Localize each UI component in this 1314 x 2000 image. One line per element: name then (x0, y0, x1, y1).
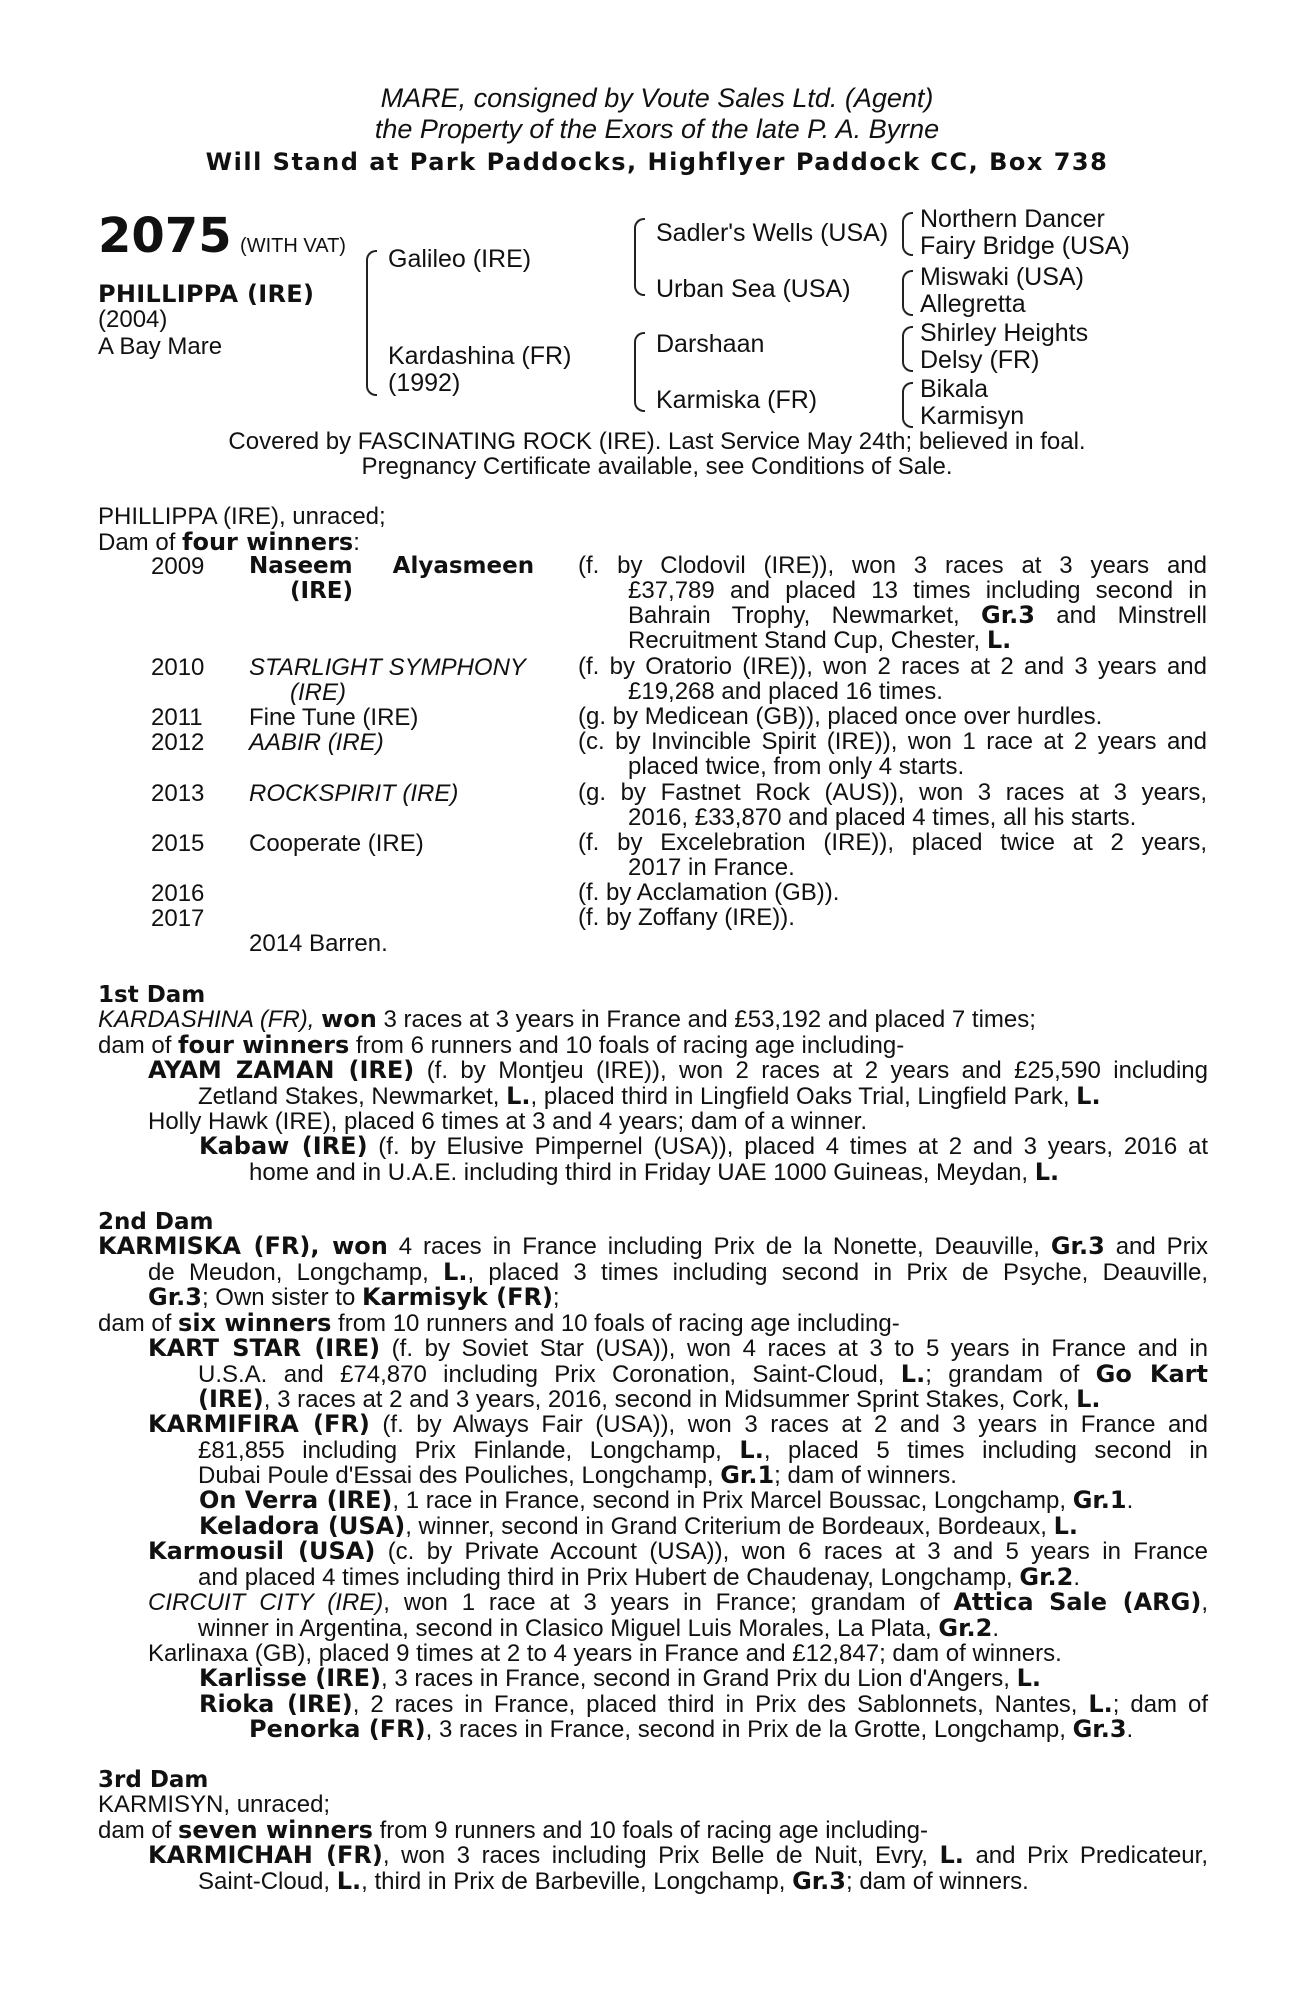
grade: L. (1076, 1385, 1101, 1413)
text-line (148, 1562, 1208, 1591)
produce-year: 2011 (151, 704, 203, 731)
produce-details (578, 654, 1207, 704)
pedigree-ddd: Karmisyn (920, 402, 1025, 430)
text: , placed 3 times including second in Prix de Psyche, Deauville, (467, 1258, 1208, 1286)
text: dam of (98, 1031, 179, 1059)
text-line (148, 1613, 1208, 1642)
produce-year: 2016 (151, 880, 205, 907)
text-line (148, 1843, 1208, 1869)
pedigree-dam: Kardashina (FR) (388, 342, 572, 370)
text: (f. by Elusive Pimpernel (USA)), placed 4 times at 2 and 3 years, 2016 at (367, 1133, 1209, 1160)
karlisse-entry (199, 1666, 1208, 1743)
produce-details (578, 704, 1207, 729)
text: . (1073, 1563, 1080, 1591)
circuit-city-entry (148, 1590, 1208, 1641)
produce-year: 2017 (151, 905, 205, 932)
brace-sire-dam (366, 250, 377, 396)
produce-name: AABIR (IRE) (249, 729, 384, 756)
dam-name: KARDASHINA (FR), (98, 1006, 322, 1033)
brace-g3 (902, 326, 913, 372)
produce-name: STARLIGHT SYMPHONY (249, 654, 526, 681)
text: U.S.A. and £74,870 including Prix Coronation, Saint-Cloud, (198, 1360, 901, 1388)
horse-name: Penorka (FR) (249, 1715, 426, 1743)
produce-details (578, 729, 1207, 779)
horse-name: Karmousil (USA) (148, 1537, 376, 1565)
text: , placed third in Lingfield Oaks Trial, Lingfield Park, (530, 1082, 1077, 1110)
text: , won 3 races including Prix Belle de Nuit, Evry, (382, 1842, 940, 1869)
text: ; dam of winners. (774, 1462, 957, 1489)
dam-of-count: four winners (182, 528, 354, 556)
produce-detail-line: (f. by Zoffany (IRE)). (578, 904, 795, 931)
on-verra-entry (199, 1488, 1133, 1539)
emphasis: six winners (178, 1308, 332, 1337)
produce-year: 2009 (151, 553, 205, 580)
pedigree-sire-sire: Sadler's Wells (USA) (656, 219, 889, 247)
text: ; dam of (1112, 1690, 1208, 1718)
produce-intro: PHILLIPPA (IRE), unraced; (98, 503, 386, 530)
grade: Gr.1 (720, 1461, 775, 1489)
produce-year: 2015 (151, 830, 205, 857)
text-line (148, 1336, 1208, 1362)
text-line (148, 1463, 1208, 1489)
property-line: the Property of the Exors of the late P. A. Byrne (374, 114, 940, 144)
grade: L. (1016, 1664, 1042, 1692)
text: and Prix (1104, 1233, 1209, 1260)
pedigree-dam-dam: Karmiska (FR) (656, 386, 818, 414)
grade: Gr.3 (792, 1866, 846, 1895)
first-dam-text (98, 1007, 1208, 1058)
text-line (148, 1387, 1208, 1413)
karmichah-entry (148, 1843, 1208, 1894)
text: dam of (98, 1309, 179, 1337)
grade: L. (939, 1841, 964, 1869)
pedigree-dss: Shirley Heights (920, 319, 1089, 347)
horse-name: KARMIFIRA (FR) (148, 1410, 370, 1438)
pedigree-ssd: Fairy Bridge (USA) (920, 232, 1130, 260)
text-line (148, 1359, 1208, 1388)
lot-year: (2004) (98, 306, 168, 333)
pedigree-dam-year: (1992) (388, 369, 461, 397)
pedigree-dam-sire: Darshaan (656, 330, 765, 358)
text: . (992, 1614, 999, 1642)
horse-name: Attica Sale (ARG) (953, 1588, 1202, 1616)
text-line (98, 1234, 1208, 1260)
text-line (98, 1007, 1208, 1033)
horse-name: KARMICHAH (FR) (148, 1841, 383, 1869)
grade: Gr.3 (1072, 1715, 1127, 1743)
lot-number: 2075 (98, 208, 232, 264)
produce-detail-line: (f. by Excelebration (IRE)), placed twice at 2 years, (578, 829, 1207, 856)
pedigree-sdd: Allegretta (920, 290, 1026, 318)
produce-name: ROCKSPIRIT (IRE) (249, 780, 459, 807)
text: , third in Prix de Barbeville, Longchamp, (361, 1867, 793, 1895)
karmousil-entry (148, 1539, 1208, 1590)
horse-name: Go Kart (1095, 1359, 1208, 1388)
produce-details (578, 553, 1207, 653)
horse-name: Karmisyk (FR) (361, 1283, 553, 1311)
brace-g2 (902, 270, 913, 316)
text: dam of (98, 1816, 179, 1844)
horse-name: (IRE) (198, 1385, 264, 1413)
text-line (98, 1815, 1208, 1844)
grade: L. (1034, 1157, 1060, 1186)
text: (c. by Private Account (USA)), won 6 races at 3 and 5 years in France (375, 1538, 1208, 1565)
text: 3 races at 3 years in France and £53,192 and placed 7 times; (376, 1006, 1036, 1033)
text: (f. by Always Fair (USA)), won 3 races at 2 and 3 years in France and (369, 1411, 1208, 1438)
grade: Gr.2 (938, 1613, 993, 1642)
grade: L. (443, 1257, 468, 1286)
pedigree-sire-dam: Urban Sea (USA) (656, 275, 851, 303)
produce-name-suffix: (IRE) (290, 578, 354, 604)
text: . (1126, 1487, 1134, 1514)
text-line (148, 1539, 1208, 1565)
produce-detail-line: 2016, £33,870 and placed 4 times, all his starts. (628, 804, 1137, 831)
text-line (148, 1081, 1208, 1110)
stand-line: Will Stand at Park Paddocks, Highflyer Paddock CC, Box 738 (205, 148, 1109, 176)
produce-detail-line: £37,789 and placed 13 times including second in (628, 577, 1207, 604)
third-dam-heading: 3rd Dam (98, 1767, 209, 1793)
text-line (98, 1257, 1208, 1286)
brace-dam-parents (634, 332, 645, 412)
text: , 3 races at 2 and 3 years, 2016, second in Midsummer Sprint Stakes, Cork, (263, 1386, 1077, 1413)
lot-name: PHILLIPPA (IRE) (98, 280, 315, 308)
pregnancy-line: Pregnancy Certificate available, see Conditions of Sale. (361, 453, 953, 480)
text: , 3 races in France, second in Prix de la Grotte, Longchamp, (425, 1716, 1073, 1743)
text-line (199, 1134, 1208, 1160)
text: (f. by Montjeu (IRE)), won 2 races at 2 years and £25,590 including (414, 1057, 1208, 1084)
horse-name: Karlisse (IRE) (199, 1664, 382, 1692)
grade: Gr.1 (1072, 1486, 1127, 1514)
text: and placed 4 times including third in Prix Hubert de Chaudenay, Longchamp, (198, 1563, 1020, 1591)
produce-detail-line: (f. by Acclamation (GB)). (578, 879, 840, 906)
grade: L. (1076, 1081, 1101, 1110)
text-line (98, 1285, 1208, 1311)
produce-name-suffix: (IRE) (290, 679, 346, 706)
text: . (1126, 1716, 1134, 1743)
grade: L. (739, 1435, 764, 1464)
ayam-zaman-entry (148, 1058, 1208, 1109)
first-dam-heading: 1st Dam (98, 982, 206, 1008)
produce-detail-line: Recruitment Stand Cup, Chester, L. (628, 626, 1012, 654)
produce-detail-line: (c. by Invincible Spirit (IRE)), won 1 race at 2 years and (578, 728, 1207, 755)
text: Saint-Cloud, (198, 1867, 337, 1895)
pedigree-sire: Galileo (IRE) (388, 245, 532, 273)
produce-year: 2012 (151, 729, 205, 756)
horse-name: CIRCUIT CITY (IRE) (148, 1589, 384, 1616)
pedigree-sds: Miswaki (USA) (920, 263, 1084, 291)
grade: Gr.3 (148, 1283, 202, 1311)
text-line (148, 1435, 1209, 1464)
lot-description: A Bay Mare (98, 333, 223, 360)
text: ; grandam of (925, 1360, 1096, 1388)
consignor-line: MARE, consigned by Voute Sales Ltd. (Agent) (380, 83, 934, 113)
grade: Gr.2 (1019, 1562, 1074, 1591)
text: de Meudon, Longchamp, (148, 1258, 444, 1286)
dam-name: KARMISKA (FR), (98, 1232, 333, 1260)
horse-name: Keladora (USA) (199, 1511, 406, 1540)
text-line (199, 1157, 1208, 1186)
produce-detail-line: Bahrain Trophy, Newmarket, Gr.3 and Minstrell (628, 601, 1207, 629)
text: , winner, second in Grand Criterium de Bordeaux, Bordeaux, (405, 1512, 1054, 1540)
dam-of-label: Dam of (98, 529, 183, 556)
holly-hawk-entry: Holly Hawk (IRE), placed 6 times at 3 and 4 years; dam of a winner. (148, 1108, 867, 1135)
text: ; dam of winners. (846, 1867, 1029, 1895)
grade: L. (900, 1359, 926, 1388)
dam-of-colon: : (353, 529, 360, 556)
emphasis: won (332, 1232, 388, 1260)
emphasis: won (321, 1005, 377, 1033)
produce-details (578, 830, 1207, 880)
produce-year: 2013 (151, 780, 205, 807)
text: from 9 runners and 10 foals of racing age including- (372, 1816, 928, 1844)
text-line (199, 1488, 1133, 1514)
karlinaxa-entry: Karlinaxa (GB), placed 9 times at 2 to 4 years in France and £12,847; dam of winners. (148, 1640, 1062, 1667)
produce-detail-line: placed twice, from only 4 starts. (628, 753, 965, 780)
grade: L. (336, 1866, 362, 1895)
text: Dubai Poule d'Essai des Pouliches, Longchamp, (198, 1462, 721, 1489)
grade: L. (1053, 1511, 1078, 1540)
text: winner in Argentina, second in Clasico Miguel Luis Morales, La Plata, (198, 1614, 939, 1642)
grade: L. (506, 1081, 531, 1110)
text: home and in U.A.E. including third in Friday UAE 1000 Guineas, Meydan, (249, 1158, 1035, 1186)
produce-details (578, 780, 1207, 830)
kart-star-entry (148, 1336, 1208, 1413)
text: , won 1 race at 3 years in France; grandam of (383, 1589, 954, 1616)
text: , 3 races in France, second in Grand Prix du Lion d'Angers, (381, 1665, 1017, 1692)
pedigree-sss: Northern Dancer (920, 205, 1105, 233)
produce-detail-line: (f. by Oratorio (IRE)), won 2 races at 2 and 3 years and (578, 653, 1207, 680)
brace-g1 (902, 212, 913, 256)
text: ; (552, 1284, 560, 1311)
text-line (98, 1308, 1208, 1337)
horse-name: AYAM ZAMAN (IRE) (148, 1056, 415, 1084)
horse-name: On Verra (IRE) (199, 1486, 393, 1514)
produce-detail-line: (g. by Fastnet Rock (AUS)), won 3 races at 3 years, (578, 779, 1207, 806)
text: , 1 race in France, second in Prix Marcel Boussac, Longchamp, (392, 1487, 1073, 1514)
text: ; Own sister to (201, 1284, 362, 1311)
horse-name: Rioka (IRE) (199, 1689, 353, 1718)
grade: Gr.3 (1050, 1232, 1105, 1260)
text: from 6 runners and 10 foals of racing age including- (349, 1031, 905, 1059)
produce-detail-line: 2017 in France. (628, 854, 795, 881)
lot-heading (98, 210, 346, 262)
grade: L. (1088, 1689, 1113, 1718)
brace-g4 (902, 382, 913, 428)
produce-name: Cooperate (IRE) (249, 830, 424, 857)
horse-name: Kabaw (IRE) (199, 1132, 368, 1160)
text: 4 races in France including Prix de la Nonette, Deauville, (387, 1233, 1051, 1260)
text: , placed 5 times including second in (763, 1436, 1209, 1464)
kabaw-entry (199, 1134, 1208, 1185)
vat-label: (WITH VAT) (240, 235, 346, 257)
text-line (148, 1412, 1208, 1438)
emphasis: seven winners (178, 1815, 373, 1844)
text: £81,855 including Prix Finlande, Longchamp, (198, 1436, 740, 1464)
text-line (199, 1666, 1208, 1692)
text: and Prix Predicateur, (963, 1842, 1208, 1869)
horse-name: KART STAR (IRE) (148, 1334, 381, 1362)
pedigree-dds: Bikala (920, 375, 989, 403)
second-dam-heading: 2nd Dam (98, 1209, 214, 1235)
text-line (199, 1689, 1208, 1718)
text: from 10 runners and 10 foals of racing age including- (331, 1309, 900, 1337)
text: , 2 races in France, placed third in Prix des Sablonnets, Nantes, (352, 1690, 1089, 1718)
emphasis: four winners (178, 1030, 350, 1059)
covered-line: Covered by FASCINATING ROCK (IRE). Last Service May 24th; believed in foal. (228, 428, 1086, 455)
text-line: KARMISYN, unraced; (98, 1791, 331, 1818)
text: (f. by Soviet Star (USA)), won 4 races at 3 to 5 years in France and in (380, 1335, 1208, 1362)
second-dam-text (98, 1234, 1208, 1336)
text: , (1201, 1589, 1208, 1616)
produce-detail-line: £19,268 and placed 16 times. (628, 678, 943, 705)
produce-name: Naseem Alyasmeen (249, 553, 535, 579)
karmifira-entry (148, 1412, 1208, 1489)
brace-sire-parents (634, 218, 645, 296)
barren-note: 2014 Barren. (249, 930, 388, 957)
produce-name: Fine Tune (IRE) (249, 704, 419, 731)
produce-details (578, 880, 1207, 905)
produce-detail-line: (g. by Medicean (GB)), placed once over hurdles. (578, 703, 1103, 730)
produce-details (578, 905, 1207, 930)
produce-year: 2010 (151, 654, 205, 681)
produce-detail-line: (f. by Clodovil (IRE)), won 3 races at 3 years and (578, 552, 1207, 579)
text-line (98, 1030, 1208, 1059)
text-line (199, 1511, 1133, 1540)
text-line (148, 1058, 1208, 1084)
text: Zetland Stakes, Newmarket, (198, 1082, 507, 1110)
third-dam-text (98, 1792, 1208, 1843)
text-line (148, 1590, 1208, 1616)
pedigree-dsd: Delsy (FR) (920, 346, 1040, 374)
text-line (148, 1866, 1208, 1895)
text-line (199, 1717, 1208, 1743)
